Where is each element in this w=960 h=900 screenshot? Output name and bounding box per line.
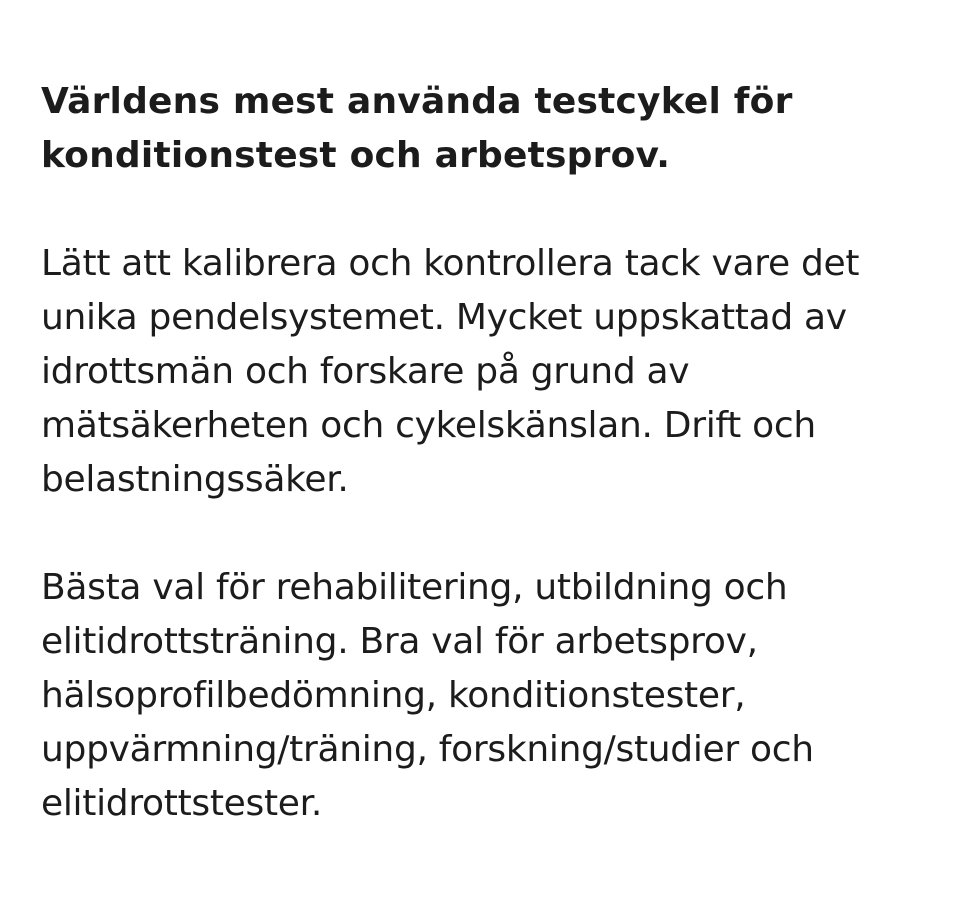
- article-paragraph-calibration: Lätt att kalibrera och kontrollera tack vare det unika pendelsystemet. Mycket uppskattad av idrottsmän och forskare på grund av mätsäkerheten och cykelskänslan. Drift och belastningssäker.: [41, 243, 860, 500]
- article-content: [41, 75, 921, 831]
- article-heading: Världens mest använda testcykel för konditionstest och arbetsprov.: [41, 81, 793, 176]
- article-paragraph-use-cases: Bästa val för rehabilitering, utbildning och elitidrottsträning. Bra val för arbetsprov, hälsoprofilbedömning, konditionstester, uppvärmning/träning, forskning/studier och elitidrottstester.: [41, 567, 814, 824]
